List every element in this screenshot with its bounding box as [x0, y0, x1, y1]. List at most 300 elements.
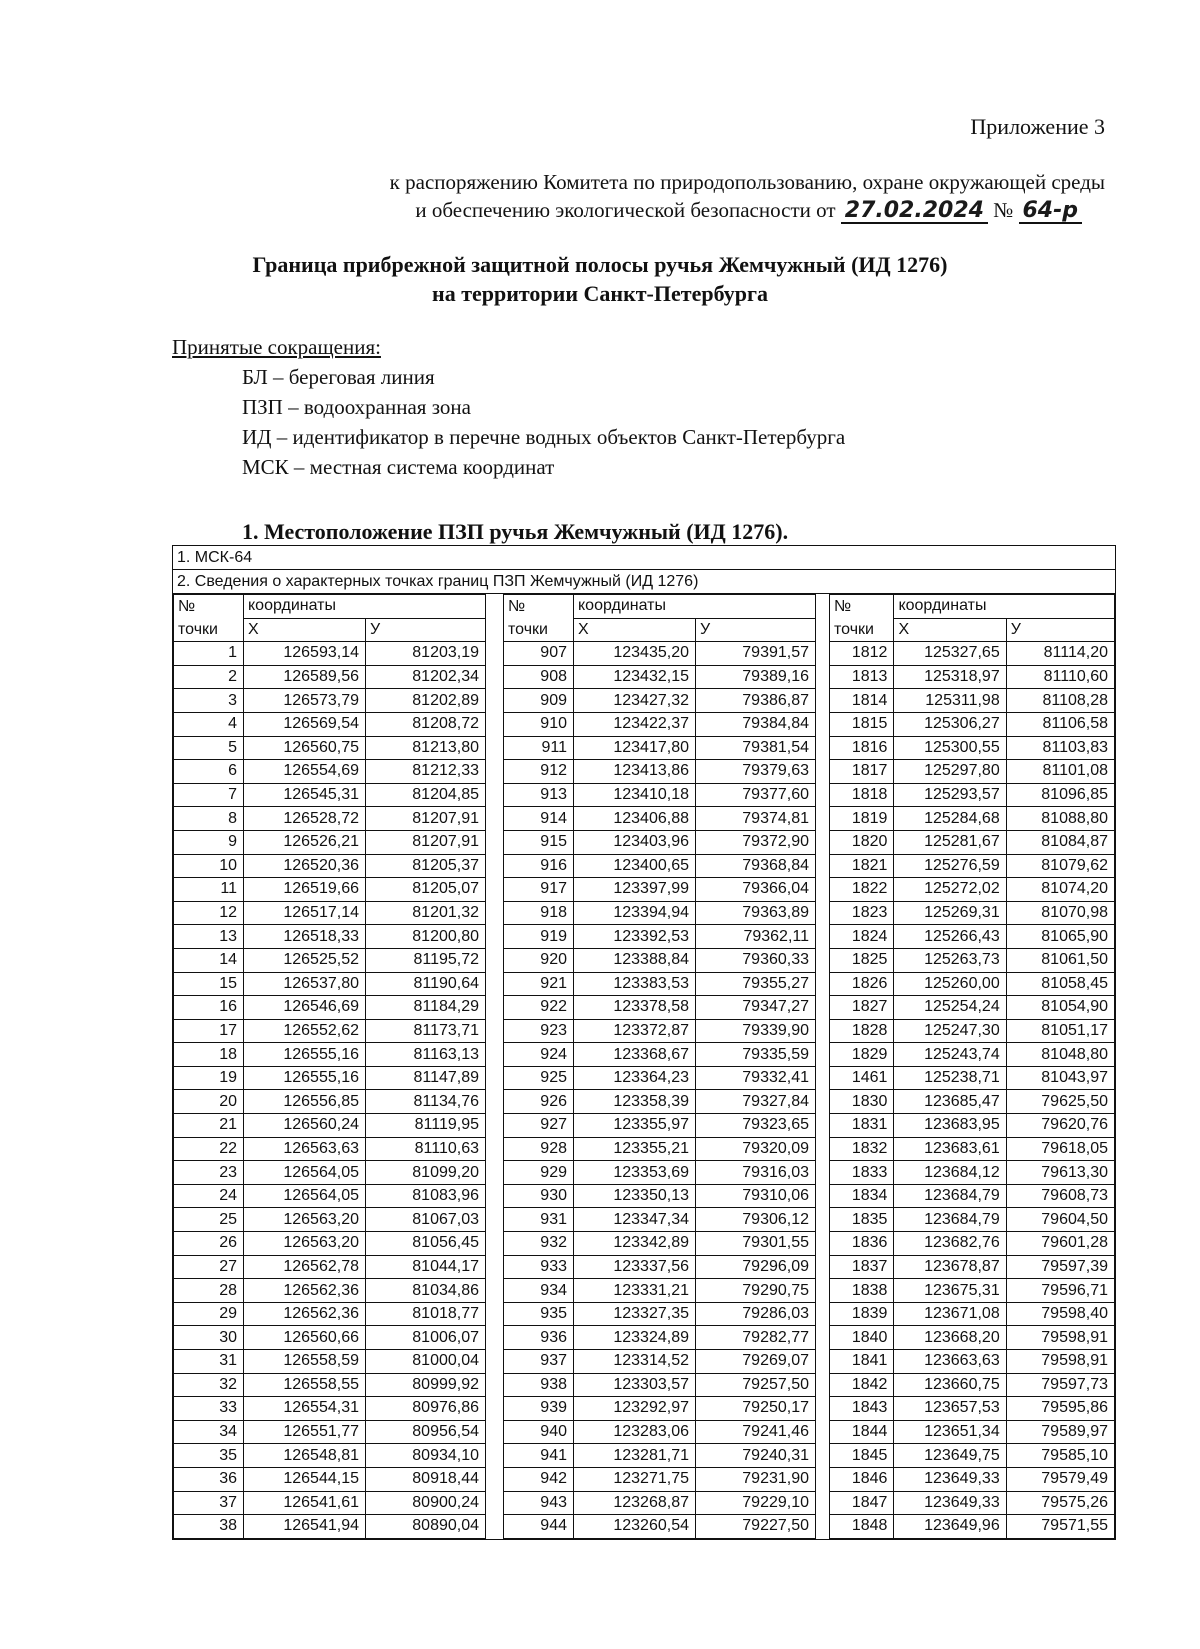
- coord-y: 79372,90: [696, 830, 816, 854]
- coord-y: 79596,71: [1006, 1279, 1114, 1303]
- coord-y: 79257,50: [696, 1373, 816, 1397]
- point-number: 935: [504, 1302, 574, 1326]
- point-number: 910: [504, 712, 574, 736]
- point-number: 911: [504, 736, 574, 760]
- point-number: 939: [504, 1397, 574, 1421]
- coord-y: 81101,08: [1006, 760, 1114, 784]
- point-number: 20: [174, 1090, 244, 1114]
- table-row: [174, 1491, 486, 1515]
- table-row: [830, 1397, 1115, 1421]
- points-block-1: [173, 594, 486, 1539]
- table-row: [504, 1350, 816, 1374]
- coord-y: 79316,03: [696, 1161, 816, 1185]
- point-number: 1824: [830, 925, 894, 949]
- coord-y: 81106,58: [1006, 712, 1114, 736]
- point-number: 923: [504, 1019, 574, 1043]
- coord-x: 126562,36: [244, 1279, 366, 1303]
- coord-y: 81173,71: [366, 1019, 486, 1043]
- coord-y: 81184,29: [366, 996, 486, 1020]
- point-number: 11: [174, 878, 244, 902]
- column-header-y: У: [366, 618, 486, 642]
- point-number: 938: [504, 1373, 574, 1397]
- coord-x: 126546,69: [244, 996, 366, 1020]
- coord-y: 81163,13: [366, 1043, 486, 1067]
- coord-y: 81056,45: [366, 1232, 486, 1256]
- table-row: [504, 760, 816, 784]
- coord-y: 79601,28: [1006, 1232, 1114, 1256]
- coord-y: 79604,50: [1006, 1208, 1114, 1232]
- table-row: [174, 736, 486, 760]
- column-header-point: точки: [174, 618, 244, 642]
- coord-y: 80934,10: [366, 1444, 486, 1468]
- coord-y: 79613,30: [1006, 1161, 1114, 1185]
- coord-x: 125284,68: [894, 807, 1006, 831]
- coord-x: 126555,16: [244, 1066, 366, 1090]
- coord-y: 79598,40: [1006, 1302, 1114, 1326]
- order-reference-line2: [415, 198, 1082, 224]
- table-row: [504, 1090, 816, 1114]
- table-row: [504, 996, 816, 1020]
- point-number: 940: [504, 1420, 574, 1444]
- coord-x: 123657,53: [894, 1397, 1006, 1421]
- coord-y: 81074,20: [1006, 878, 1114, 902]
- table-row: [504, 948, 816, 972]
- table-row: [504, 712, 816, 736]
- coord-x: 123675,31: [894, 1279, 1006, 1303]
- coord-x: 125238,71: [894, 1066, 1006, 1090]
- point-number: 919: [504, 925, 574, 949]
- abbreviation-item: ПЗП – водоохранная зона: [242, 395, 471, 419]
- table-row: [174, 1444, 486, 1468]
- point-number: 927: [504, 1114, 574, 1138]
- coord-x: 123417,80: [574, 736, 696, 760]
- table-row: [830, 1420, 1115, 1444]
- coord-x: 125281,67: [894, 830, 1006, 854]
- abbreviation-item: МСК – местная система координат: [242, 455, 555, 479]
- point-number: 1816: [830, 736, 894, 760]
- table-row: [504, 807, 816, 831]
- table-row: [830, 1161, 1115, 1185]
- coord-y: 79282,77: [696, 1326, 816, 1350]
- table-row: [504, 1019, 816, 1043]
- coord-y: 79575,26: [1006, 1491, 1114, 1515]
- table-row: [504, 1232, 816, 1256]
- table-row: [830, 736, 1115, 760]
- order-date-handwritten: 27.02.2024: [841, 200, 988, 224]
- coord-x: 126558,55: [244, 1373, 366, 1397]
- coord-x: 126526,21: [244, 830, 366, 854]
- point-number: 4: [174, 712, 244, 736]
- coord-x: 126541,94: [244, 1515, 366, 1539]
- table-row: [830, 1444, 1115, 1468]
- coord-x: 126573,79: [244, 689, 366, 713]
- point-number: 1844: [830, 1420, 894, 1444]
- coord-y: 80918,44: [366, 1467, 486, 1491]
- coord-x: 126563,20: [244, 1232, 366, 1256]
- point-number: 1843: [830, 1397, 894, 1421]
- coord-x: 123683,61: [894, 1137, 1006, 1161]
- coord-y: 79335,59: [696, 1043, 816, 1067]
- coord-x: 126569,54: [244, 712, 366, 736]
- table-row: [830, 1326, 1115, 1350]
- coord-y: 81147,89: [366, 1066, 486, 1090]
- table-row: [504, 1444, 816, 1468]
- point-number: 942: [504, 1467, 574, 1491]
- point-number: 1846: [830, 1467, 894, 1491]
- table-row: [830, 948, 1115, 972]
- document-title-line1: Граница прибрежной защитной полосы ручья Жемчужный (ИД 1276): [252, 252, 948, 277]
- point-number: 14: [174, 948, 244, 972]
- coord-x: 123394,94: [574, 901, 696, 925]
- coord-y: 79625,50: [1006, 1090, 1114, 1114]
- point-number: 13: [174, 925, 244, 949]
- point-number: 1835: [830, 1208, 894, 1232]
- coord-x: 125297,80: [894, 760, 1006, 784]
- coord-x: 126545,31: [244, 783, 366, 807]
- coord-x: 123324,89: [574, 1326, 696, 1350]
- table-row: [830, 1279, 1115, 1303]
- point-number: 1461: [830, 1066, 894, 1090]
- coord-y: 79229,10: [696, 1491, 816, 1515]
- coord-x: 126562,78: [244, 1255, 366, 1279]
- coord-x: 123649,75: [894, 1444, 1006, 1468]
- coord-y: 81070,98: [1006, 901, 1114, 925]
- coord-y: 79618,05: [1006, 1137, 1114, 1161]
- coord-y: 81096,85: [1006, 783, 1114, 807]
- column-header-coordinates: координаты: [574, 595, 816, 619]
- table-row: [174, 1161, 486, 1185]
- coord-y: 81202,89: [366, 689, 486, 713]
- table-row: [174, 1373, 486, 1397]
- point-number: 3: [174, 689, 244, 713]
- table-row: [174, 996, 486, 1020]
- table-row: [174, 1232, 486, 1256]
- coord-y: 81083,96: [366, 1184, 486, 1208]
- table-row: [830, 1184, 1115, 1208]
- coord-x: 123388,84: [574, 948, 696, 972]
- coord-y: 79310,06: [696, 1184, 816, 1208]
- coord-x: 123671,08: [894, 1302, 1006, 1326]
- coord-x: 123668,20: [894, 1326, 1006, 1350]
- coord-x: 125260,00: [894, 972, 1006, 996]
- column-header-x: X: [894, 618, 1006, 642]
- table-row: [830, 1302, 1115, 1326]
- coord-x: 123292,97: [574, 1397, 696, 1421]
- point-number: 24: [174, 1184, 244, 1208]
- table-row: [504, 665, 816, 689]
- point-number: 25: [174, 1208, 244, 1232]
- point-number: 1828: [830, 1019, 894, 1043]
- order-number-handwritten: 64-р: [1019, 200, 1083, 224]
- table-row: [174, 1184, 486, 1208]
- coord-y: 79595,86: [1006, 1397, 1114, 1421]
- point-number: 28: [174, 1279, 244, 1303]
- coord-y: 81000,04: [366, 1350, 486, 1374]
- coord-y: 80999,92: [366, 1373, 486, 1397]
- point-number: 37: [174, 1491, 244, 1515]
- table-row: [174, 783, 486, 807]
- coord-x: 123406,88: [574, 807, 696, 831]
- coord-x: 123684,12: [894, 1161, 1006, 1185]
- coord-x: 123422,37: [574, 712, 696, 736]
- table-row: [504, 689, 816, 713]
- point-number: 18: [174, 1043, 244, 1067]
- point-number: 1: [174, 642, 244, 666]
- point-number: 1829: [830, 1043, 894, 1067]
- coord-y: 79368,84: [696, 854, 816, 878]
- table-row: [174, 1114, 486, 1138]
- point-number: 932: [504, 1232, 574, 1256]
- coord-y: 79250,17: [696, 1397, 816, 1421]
- column-header-number: №: [504, 595, 574, 619]
- point-number: 937: [504, 1350, 574, 1374]
- coord-x: 123685,47: [894, 1090, 1006, 1114]
- coord-x: 123427,32: [574, 689, 696, 713]
- coord-x: 123314,52: [574, 1350, 696, 1374]
- coord-x: 126517,14: [244, 901, 366, 925]
- point-number: 920: [504, 948, 574, 972]
- coord-x: 123347,34: [574, 1208, 696, 1232]
- table-row: [174, 901, 486, 925]
- coord-y: 81203,19: [366, 642, 486, 666]
- coord-y: 81058,45: [1006, 972, 1114, 996]
- table-row: [830, 1114, 1115, 1138]
- coord-x: 126518,33: [244, 925, 366, 949]
- table-row: [830, 1043, 1115, 1067]
- coord-y: 81034,86: [366, 1279, 486, 1303]
- coord-y: 79598,91: [1006, 1350, 1114, 1374]
- table-row: [174, 854, 486, 878]
- coord-y: 79389,16: [696, 665, 816, 689]
- table-row: [504, 1397, 816, 1421]
- point-number: 31: [174, 1350, 244, 1374]
- coord-y: 81207,91: [366, 830, 486, 854]
- coord-x: 123649,33: [894, 1467, 1006, 1491]
- table-row: [174, 1279, 486, 1303]
- coord-x: 125327,65: [894, 642, 1006, 666]
- coord-x: 123358,39: [574, 1090, 696, 1114]
- point-number: 1842: [830, 1373, 894, 1397]
- coord-y: 79386,87: [696, 689, 816, 713]
- table-row: [174, 948, 486, 972]
- coord-x: 123684,79: [894, 1208, 1006, 1232]
- point-number: 30: [174, 1326, 244, 1350]
- table-row: [830, 972, 1115, 996]
- coord-y: 81103,83: [1006, 736, 1114, 760]
- point-number: 1820: [830, 830, 894, 854]
- coord-x: 125269,31: [894, 901, 1006, 925]
- point-number: 908: [504, 665, 574, 689]
- table-row: [174, 1397, 486, 1421]
- table-row: [504, 1137, 816, 1161]
- table-caption: 2. Сведения о характерных точках границ ПЗП Жемчужный (ИД 1276): [173, 570, 1115, 594]
- point-number: 17: [174, 1019, 244, 1043]
- coord-x: 123683,95: [894, 1114, 1006, 1138]
- coord-x: 123372,87: [574, 1019, 696, 1043]
- table-row: [174, 1467, 486, 1491]
- coord-y: 79360,33: [696, 948, 816, 972]
- coord-x: 123649,33: [894, 1491, 1006, 1515]
- coord-y: 79269,07: [696, 1350, 816, 1374]
- points-block-3: [829, 594, 1115, 1539]
- coord-y: 79379,63: [696, 760, 816, 784]
- coord-x: 126537,80: [244, 972, 366, 996]
- table-row: [830, 665, 1115, 689]
- table-row: [174, 1255, 486, 1279]
- coord-x: 123364,23: [574, 1066, 696, 1090]
- column-header-y: У: [1006, 618, 1114, 642]
- appendix-label: Приложение 3: [970, 114, 1105, 139]
- coord-y: 79327,84: [696, 1090, 816, 1114]
- coord-y: 79320,09: [696, 1137, 816, 1161]
- coord-y: 79362,11: [696, 925, 816, 949]
- table-row: [504, 830, 816, 854]
- point-number: 909: [504, 689, 574, 713]
- coord-y: 81084,87: [1006, 830, 1114, 854]
- coord-y: 81067,03: [366, 1208, 486, 1232]
- table-row: [174, 807, 486, 831]
- column-header-point: точки: [504, 618, 574, 642]
- coord-y: 80956,54: [366, 1420, 486, 1444]
- coord-x: 126519,66: [244, 878, 366, 902]
- table-row: [174, 1208, 486, 1232]
- point-number: 1841: [830, 1350, 894, 1374]
- point-number: 1822: [830, 878, 894, 902]
- table-row: [504, 925, 816, 949]
- coord-y: 81202,34: [366, 665, 486, 689]
- coord-y: 81204,85: [366, 783, 486, 807]
- point-number: 34: [174, 1420, 244, 1444]
- point-number: 928: [504, 1137, 574, 1161]
- table-row: [830, 1208, 1115, 1232]
- coord-x: 126554,69: [244, 760, 366, 784]
- coord-y: 81205,37: [366, 854, 486, 878]
- column-header-x: X: [574, 618, 696, 642]
- coord-y: 79301,55: [696, 1232, 816, 1256]
- point-number: 930: [504, 1184, 574, 1208]
- point-number: 944: [504, 1515, 574, 1539]
- table-row: [830, 1255, 1115, 1279]
- point-number: 6: [174, 760, 244, 784]
- point-number: 1848: [830, 1515, 894, 1539]
- point-number: 23: [174, 1161, 244, 1185]
- table-row: [504, 901, 816, 925]
- coord-x: 126544,15: [244, 1467, 366, 1491]
- table-row: [830, 925, 1115, 949]
- coord-x: 125306,27: [894, 712, 1006, 736]
- point-number: 29: [174, 1302, 244, 1326]
- coord-y: 81134,76: [366, 1090, 486, 1114]
- coord-y: 79363,89: [696, 901, 816, 925]
- table-row: [174, 689, 486, 713]
- point-number: 16: [174, 996, 244, 1020]
- coord-y: 81208,72: [366, 712, 486, 736]
- coord-y: 81061,50: [1006, 948, 1114, 972]
- table-row: [830, 1515, 1115, 1539]
- point-number: 1838: [830, 1279, 894, 1303]
- coord-x: 123350,13: [574, 1184, 696, 1208]
- document-title-line2: на территории Санкт-Петербурга: [432, 281, 768, 306]
- table-row: [174, 642, 486, 666]
- coord-x: 126562,36: [244, 1302, 366, 1326]
- table-row: [830, 760, 1115, 784]
- point-number: 941: [504, 1444, 574, 1468]
- point-number: 1831: [830, 1114, 894, 1138]
- point-number: 21: [174, 1114, 244, 1138]
- coord-y: 79339,90: [696, 1019, 816, 1043]
- coord-y: 81079,62: [1006, 854, 1114, 878]
- point-number: 1818: [830, 783, 894, 807]
- coord-x: 123660,75: [894, 1373, 1006, 1397]
- coord-y: 79598,91: [1006, 1326, 1114, 1350]
- table-row: [504, 1161, 816, 1185]
- coord-x: 125276,59: [894, 854, 1006, 878]
- coord-x: 125247,30: [894, 1019, 1006, 1043]
- point-number: 1815: [830, 712, 894, 736]
- point-number: 1847: [830, 1491, 894, 1515]
- coord-y: 81108,28: [1006, 689, 1114, 713]
- coord-y: 79286,03: [696, 1302, 816, 1326]
- coord-y: 81207,91: [366, 807, 486, 831]
- table-row: [504, 1208, 816, 1232]
- crs-row: 1. МСК-64: [173, 546, 1115, 570]
- table-row: [504, 1467, 816, 1491]
- coord-x: 123649,96: [894, 1515, 1006, 1539]
- table-row: [174, 1350, 486, 1374]
- point-number: 2: [174, 665, 244, 689]
- coord-x: 123400,65: [574, 854, 696, 878]
- coord-x: 126525,52: [244, 948, 366, 972]
- coord-y: 81088,80: [1006, 807, 1114, 831]
- table-row: [504, 1255, 816, 1279]
- coord-y: 81205,07: [366, 878, 486, 902]
- table-row: [504, 972, 816, 996]
- coord-y: 81044,17: [366, 1255, 486, 1279]
- table-row: [174, 1066, 486, 1090]
- point-number: 1826: [830, 972, 894, 996]
- point-number: 936: [504, 1326, 574, 1350]
- point-number: 1832: [830, 1137, 894, 1161]
- point-number: 1812: [830, 642, 894, 666]
- table-row: [504, 1491, 816, 1515]
- coord-y: 81065,90: [1006, 925, 1114, 949]
- point-number: 8: [174, 807, 244, 831]
- coord-x: 126548,81: [244, 1444, 366, 1468]
- point-number: 914: [504, 807, 574, 831]
- point-number: 1814: [830, 689, 894, 713]
- coord-x: 126560,24: [244, 1114, 366, 1138]
- coord-y: 81051,17: [1006, 1019, 1114, 1043]
- coord-x: 123303,57: [574, 1373, 696, 1397]
- table-row: [504, 854, 816, 878]
- coord-y: 81114,20: [1006, 642, 1114, 666]
- coord-y: 79597,39: [1006, 1255, 1114, 1279]
- point-number: 7: [174, 783, 244, 807]
- coord-y: 79296,09: [696, 1255, 816, 1279]
- coord-x: 123403,96: [574, 830, 696, 854]
- coord-x: 126589,56: [244, 665, 366, 689]
- point-number: 5: [174, 736, 244, 760]
- point-number: 1837: [830, 1255, 894, 1279]
- coord-x: 123432,15: [574, 665, 696, 689]
- point-number: 10: [174, 854, 244, 878]
- coord-y: 80900,24: [366, 1491, 486, 1515]
- table-row: [504, 1302, 816, 1326]
- point-number: 1836: [830, 1232, 894, 1256]
- coord-x: 123337,56: [574, 1255, 696, 1279]
- coord-y: 79306,12: [696, 1208, 816, 1232]
- point-number: 913: [504, 783, 574, 807]
